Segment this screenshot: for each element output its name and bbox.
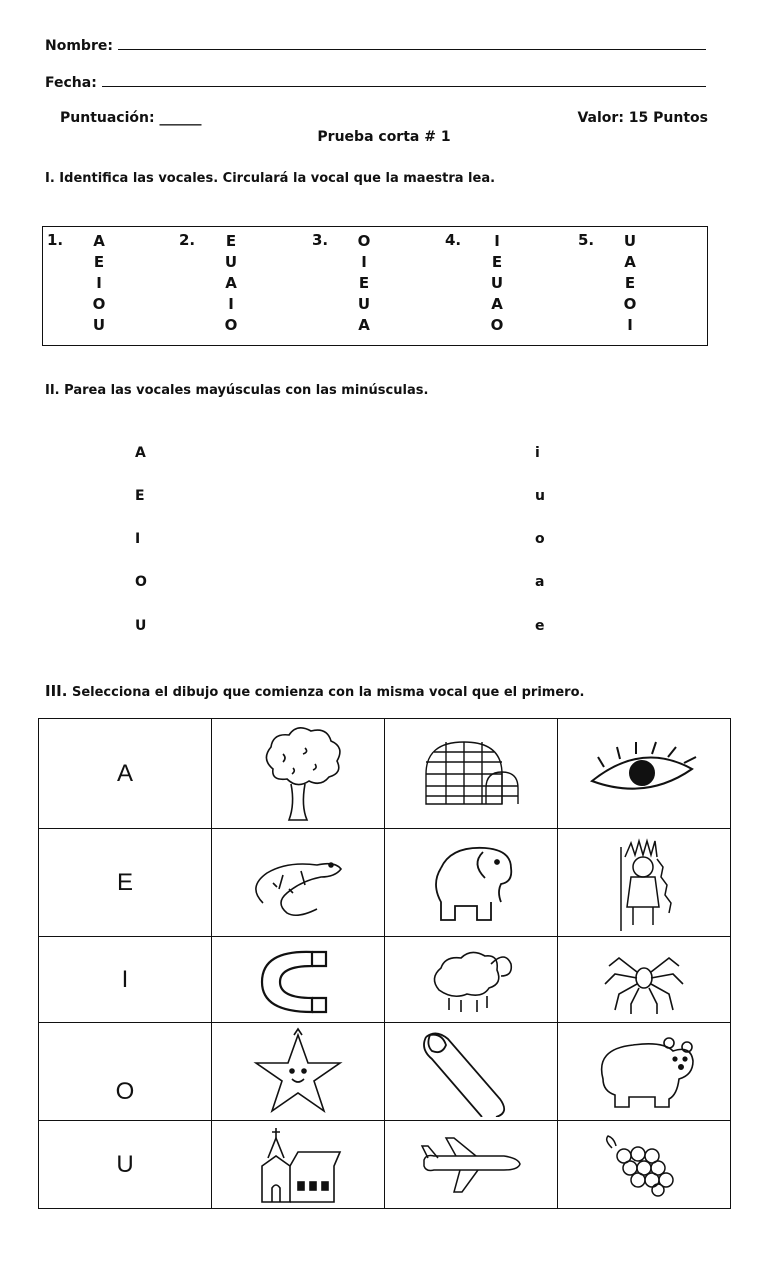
uppercase-vowel[interactable]: E <box>135 488 145 504</box>
vowel-option[interactable]: O <box>357 232 371 250</box>
table-row <box>39 1121 731 1209</box>
section1-instruction: I. Identifica las vocales. Circulará la vocal que la maestra lea. <box>45 171 496 186</box>
row-vowel: E <box>39 829 212 937</box>
airplane-icon <box>416 1130 526 1200</box>
vowel-option[interactable]: U <box>357 295 371 313</box>
vowel-option[interactable]: I <box>96 274 102 292</box>
picture-cell[interactable] <box>212 1023 385 1121</box>
item-number: 3. <box>312 231 329 249</box>
vowel-option[interactable]: O <box>623 295 637 313</box>
picture-cell[interactable] <box>558 937 731 1023</box>
church-icon <box>248 1124 348 1206</box>
uppercase-vowel[interactable]: I <box>135 531 141 547</box>
puntuacion-field <box>60 110 201 126</box>
vowel-circle-box <box>42 226 708 346</box>
picture-cell[interactable] <box>385 719 558 829</box>
sheep-icon <box>421 942 521 1018</box>
vowel-option[interactable]: A <box>225 274 237 292</box>
picture-cell[interactable] <box>212 937 385 1023</box>
vowel-option[interactable]: A <box>491 295 503 313</box>
indian-chief-icon <box>599 835 689 931</box>
tree-icon <box>243 724 353 824</box>
bear-icon <box>589 1029 699 1115</box>
vowel-option[interactable]: A <box>624 253 636 271</box>
vowel-option[interactable]: O <box>224 316 238 334</box>
section3-instruction: Selecciona el dibujo que comienza con la misma vocal que el primero. <box>71 685 585 700</box>
vowel-option[interactable]: E <box>358 274 370 292</box>
lowercase-vowel[interactable]: a <box>535 574 545 590</box>
fingernail-icon <box>416 1027 526 1117</box>
vowel-option[interactable]: E <box>225 232 237 250</box>
picture-cell[interactable] <box>385 1121 558 1209</box>
item-number: 5. <box>578 231 595 249</box>
nombre-label: Nombre: <box>45 38 113 54</box>
picture-cell[interactable] <box>385 937 558 1023</box>
item-number: 4. <box>445 231 462 249</box>
vowel-option[interactable]: U <box>92 316 106 334</box>
uppercase-vowel[interactable]: A <box>135 445 146 461</box>
picture-cell[interactable] <box>558 1121 731 1209</box>
vowel-option[interactable]: E <box>624 274 636 292</box>
vowel-option[interactable]: E <box>93 253 105 271</box>
row-vowel: I <box>39 937 212 1023</box>
row-vowel: U <box>39 1121 212 1209</box>
vowel-option[interactable]: A <box>93 232 105 250</box>
item-number: 2. <box>179 231 196 249</box>
uppercase-vowel[interactable]: U <box>135 618 147 634</box>
vowel-option[interactable]: U <box>623 232 637 250</box>
row-vowel: O <box>39 1023 212 1121</box>
lowercase-vowel[interactable]: o <box>535 531 545 547</box>
nombre-line[interactable] <box>118 37 706 50</box>
vowel-option[interactable]: O <box>490 316 504 334</box>
vowel-option[interactable]: I <box>228 295 234 313</box>
star-icon <box>248 1027 348 1117</box>
section3-number: III. <box>45 682 68 700</box>
section3-instruction-wrap <box>45 682 584 700</box>
grapes-icon <box>594 1130 694 1200</box>
section2-instruction: II. Parea las vocales mayúsculas con las minúsculas. <box>45 383 429 398</box>
lowercase-vowel[interactable]: i <box>535 445 540 461</box>
vowel-option[interactable]: A <box>358 316 370 334</box>
row-vowel: A <box>39 719 212 829</box>
nombre-field <box>45 37 706 54</box>
vowel-option[interactable]: I <box>494 232 500 250</box>
item-number: 1. <box>47 231 64 249</box>
iguana-icon <box>243 843 353 923</box>
spider-icon <box>599 942 689 1018</box>
fecha-field <box>45 74 706 91</box>
table-row <box>39 829 731 937</box>
vowel-option[interactable]: I <box>361 253 367 271</box>
igloo-icon <box>416 734 526 814</box>
vowel-option[interactable]: E <box>491 253 503 271</box>
vowel-option[interactable]: U <box>490 274 504 292</box>
picture-cell[interactable] <box>212 829 385 937</box>
puntuacion-label: Puntuación: <box>60 110 155 126</box>
picture-cell[interactable] <box>558 719 731 829</box>
table-row <box>39 1023 731 1121</box>
valor-text: Valor: 15 Puntos <box>577 110 708 126</box>
picture-table <box>38 718 731 1209</box>
eye-icon <box>584 739 704 809</box>
uppercase-vowel[interactable]: O <box>135 574 147 590</box>
vowel-option[interactable]: I <box>627 316 633 334</box>
puntuacion-blank[interactable]: ______ <box>159 110 202 126</box>
picture-cell[interactable] <box>385 829 558 937</box>
fecha-label: Fecha: <box>45 75 97 91</box>
picture-cell[interactable] <box>558 829 731 937</box>
lowercase-vowel[interactable]: e <box>535 618 545 634</box>
magnet-icon <box>248 942 348 1018</box>
picture-cell[interactable] <box>558 1023 731 1121</box>
vowel-option[interactable]: O <box>92 295 106 313</box>
fecha-line[interactable] <box>102 74 706 87</box>
picture-cell[interactable] <box>212 1121 385 1209</box>
table-row <box>39 937 731 1023</box>
lowercase-vowel[interactable]: u <box>535 488 545 504</box>
table-row <box>39 719 731 829</box>
elephant-icon <box>421 838 521 928</box>
picture-cell[interactable] <box>385 1023 558 1121</box>
vowel-option[interactable]: U <box>224 253 238 271</box>
picture-cell[interactable] <box>212 719 385 829</box>
page-title: Prueba corta # 1 <box>317 129 451 145</box>
